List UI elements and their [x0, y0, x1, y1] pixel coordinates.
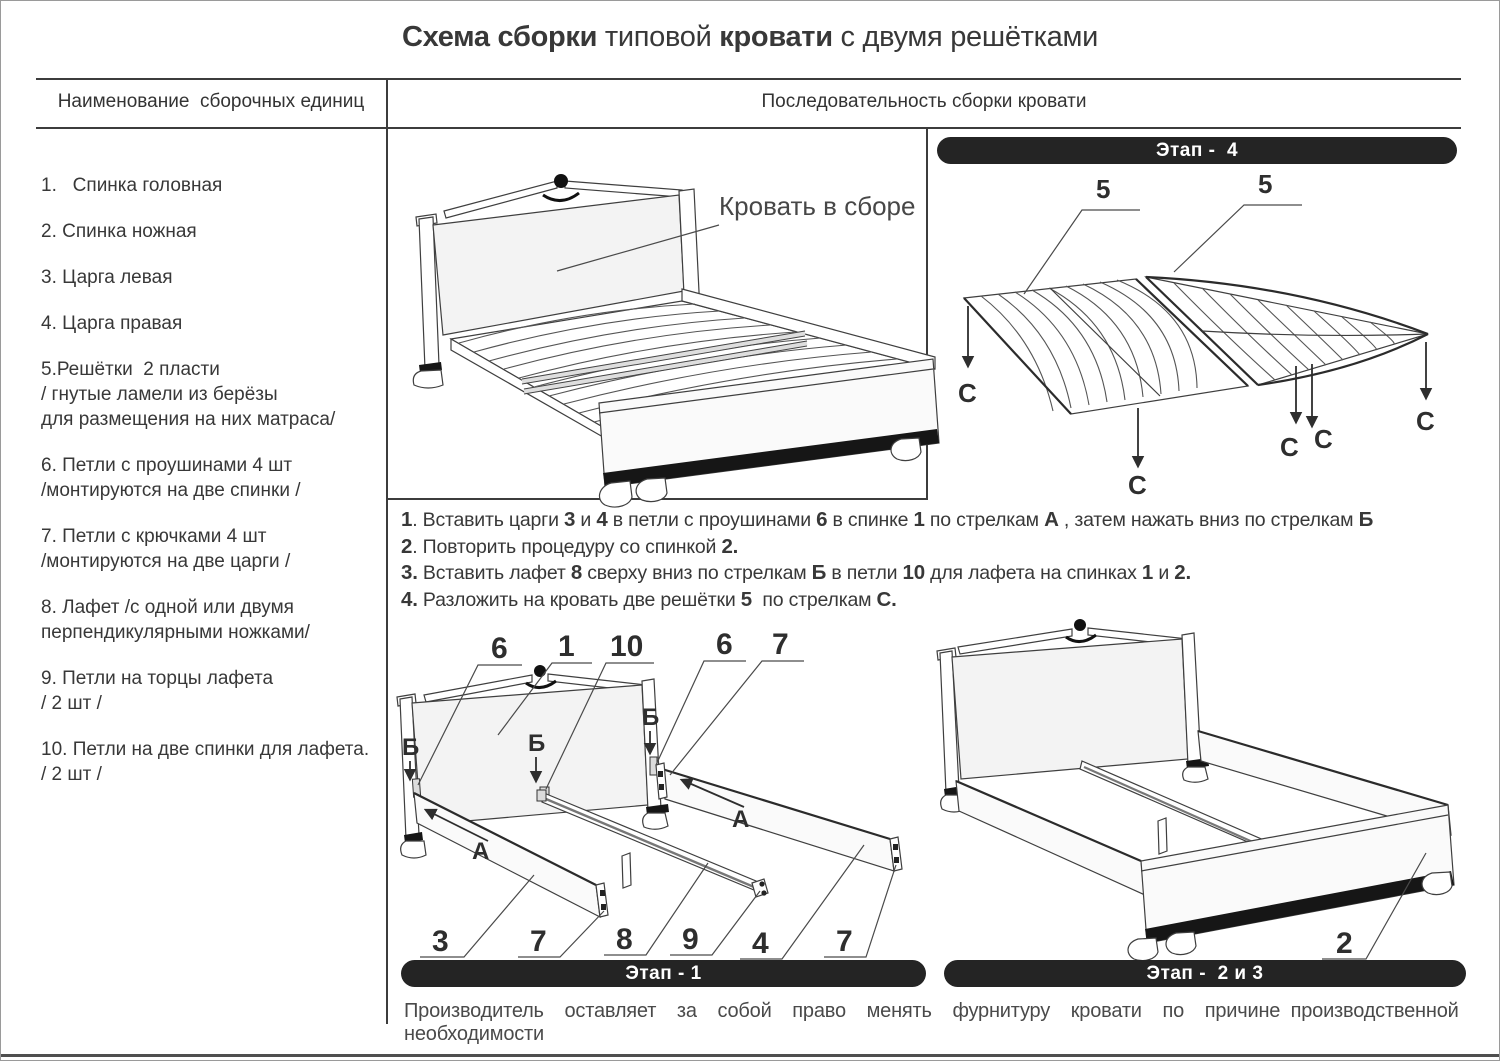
part-line: /монтируются на две царги /	[41, 551, 291, 572]
instruction-line	[401, 587, 1469, 614]
emphasis-run: С.	[876, 587, 897, 611]
part-line: 10. Петли на две спинки для лафета.	[41, 739, 370, 760]
part-line: 2. Спинка ножная	[41, 221, 197, 242]
part-number-label: 1	[558, 630, 575, 663]
hook-icon	[658, 771, 663, 777]
text-run: с двумя решётками	[832, 21, 1099, 53]
part-number-label: 9	[682, 923, 699, 956]
text-run: Разложить на кровать две решётки	[417, 588, 741, 611]
part-item	[41, 453, 381, 503]
emphasis-run: Б	[811, 561, 827, 584]
part-number-label: 7	[530, 925, 547, 958]
part-line: / 2 шт /	[41, 764, 102, 785]
text-run: . Вставить царги	[412, 509, 564, 531]
part-line: /монтируются на две спинки /	[41, 480, 301, 501]
emphasis-run: 3.	[401, 561, 418, 584]
pediment-ornament-icon	[554, 174, 568, 188]
part-item	[41, 357, 381, 432]
instruction-line	[401, 560, 1469, 587]
part-item	[41, 311, 381, 336]
text-run: типовой	[597, 21, 720, 53]
table-top-rule	[36, 78, 1461, 80]
slat-bases-drawing	[936, 166, 1494, 500]
emphasis-run: 5	[740, 587, 752, 611]
hook-icon	[894, 857, 899, 863]
bed-foot	[401, 841, 426, 858]
arrow-b-label: Б	[402, 734, 420, 761]
part-line: / гнутые ламели из берёзы	[41, 384, 278, 405]
bed-foot	[1128, 938, 1158, 961]
emphasis-run: 4	[596, 508, 608, 531]
part-line: для размещения на них матраса/	[41, 409, 336, 430]
assembly-instructions	[401, 507, 1469, 613]
page-title	[1, 21, 1499, 54]
text-run: и	[1153, 562, 1175, 584]
emphasis-run: 2.	[1174, 561, 1191, 584]
part-line: 8. Лафет /с одной или двумя	[41, 597, 294, 618]
bed-foot	[1183, 767, 1208, 782]
exploded-parts-drawing	[396, 613, 931, 958]
instruction-line	[401, 507, 1469, 534]
part-line: / 2 шт /	[41, 693, 102, 714]
part-line: 5.Решётки 2 пласти	[41, 359, 220, 380]
bed-foot	[413, 370, 443, 388]
stage-1-pill: Этап - 1	[401, 960, 926, 987]
hook-icon	[600, 890, 605, 896]
hook-icon	[659, 784, 664, 790]
frame-assembly-drawing	[936, 613, 1494, 963]
arrow-c-label: С	[1128, 470, 1147, 500]
part-number-label: 8	[616, 923, 633, 956]
instruction-line	[401, 534, 1469, 561]
part-line: 3. Царга левая	[41, 267, 173, 288]
part-line: 1. Спинка головная	[41, 175, 223, 196]
part-line: 7. Петли с крючками 4 шт	[41, 526, 267, 547]
text-run: по стрелкам	[924, 509, 1045, 531]
parts-list	[41, 173, 381, 808]
stage-4-pill: Этап - 4	[937, 137, 1457, 164]
part-line: 9. Петли на торцы лафета	[41, 668, 274, 689]
emphasis-run: Схема сборки	[401, 21, 598, 53]
part-item	[41, 265, 381, 290]
assembled-bed-drawing	[389, 131, 924, 496]
emphasis-run: 1	[913, 508, 925, 531]
text-run: Вставить лафет	[417, 562, 571, 584]
text-run: в петли с проушинами	[607, 509, 817, 531]
part-number-label: 2	[1336, 927, 1353, 960]
emphasis-run: 2	[401, 534, 413, 558]
part-number-label: 4	[752, 927, 769, 960]
emphasis-run: 1	[1141, 561, 1154, 584]
text-run: для лафета на спинках	[924, 562, 1142, 584]
parts-column-header: Наименование сборочных единиц	[57, 91, 365, 112]
part-item	[41, 219, 381, 244]
arrow-c-label: С	[958, 378, 977, 408]
bed-foot	[1166, 932, 1196, 955]
text-run: в петли	[826, 562, 903, 584]
arrow-c-label: С	[1314, 424, 1333, 454]
emphasis-run: 1	[401, 508, 413, 531]
bed-foot	[643, 813, 668, 829]
text-run: , затем нажать вниз по стрелкам	[1058, 509, 1359, 531]
arrow-b-label: Б	[642, 704, 660, 731]
emphasis-run: 3	[564, 508, 576, 531]
manufacturer-note: Производитель оставляет за собой право менять фурнитуру кровати по причине производственной необходимости	[404, 1000, 1469, 1045]
arrow-b-label: Б	[528, 730, 546, 757]
emphasis-run: 6	[816, 508, 828, 531]
assembled-bed-label: Кровать в сборе	[719, 191, 916, 221]
arrow-a-label: А	[732, 806, 750, 833]
text-run: . Повторить процедуру со спинкой	[412, 535, 722, 558]
table-header-rule	[36, 127, 1461, 129]
hinge-pin-icon	[759, 881, 764, 886]
part-line: 6. Петли с проушинами 4 шт	[41, 455, 293, 476]
stage-2-3-pill: Этап - 2 и 3	[944, 960, 1466, 987]
part-line: 4. Царга правая	[41, 313, 183, 334]
part-number-label: 7	[836, 925, 853, 958]
arrow-a-label: А	[472, 838, 490, 865]
emphasis-run: кровати	[719, 21, 833, 53]
text-run: сверху вниз по стрелкам	[582, 562, 812, 584]
emphasis-run: Б	[1358, 508, 1374, 531]
pediment-ornament-icon	[1074, 619, 1086, 631]
part-number-label: 5	[1258, 169, 1273, 199]
part-number-label: 10	[610, 630, 644, 663]
emphasis-run: 8	[570, 561, 583, 584]
part-number-label: 6	[491, 632, 508, 665]
text-run: и	[575, 509, 597, 531]
emphasis-run: 2.	[721, 534, 739, 558]
emphasis-run: А	[1044, 508, 1059, 531]
headboard-frame	[937, 619, 1209, 812]
pediment-ornament-icon	[534, 665, 546, 677]
bed-foot	[636, 478, 667, 502]
sequence-column-header: Последовательность сборки кровати	[761, 91, 1087, 112]
bed-foot	[891, 438, 921, 461]
part-item	[41, 595, 381, 645]
part-item	[41, 524, 381, 574]
label-5-left	[1024, 174, 1140, 294]
part-number-label: 3	[432, 925, 449, 958]
hook-icon	[893, 844, 898, 850]
part-number-label: 6	[716, 628, 733, 661]
part-line: перпендикулярными ножками/	[41, 622, 310, 643]
text-run: в спинке	[827, 509, 914, 531]
part-number-label: 7	[772, 628, 789, 661]
part-number-label: 5	[1096, 174, 1111, 204]
emphasis-run: 4.	[401, 587, 418, 611]
arrow-c-label: С	[1280, 432, 1299, 462]
label-5-right	[1174, 169, 1302, 272]
bed-foot	[1422, 872, 1452, 895]
page-bottom-rule	[1, 1054, 1499, 1057]
footboard-frame	[1128, 805, 1454, 961]
part-item	[41, 737, 381, 787]
arrow-c-label: С	[1416, 406, 1435, 436]
text-run: по стрелкам	[751, 588, 877, 611]
hook-icon	[601, 904, 606, 910]
part-item	[41, 666, 381, 716]
bottom-part-labels	[420, 845, 896, 960]
column-divider	[386, 78, 388, 1024]
hinge-pin-icon	[761, 890, 766, 895]
emphasis-run: 10	[902, 561, 925, 584]
part-item	[41, 173, 381, 198]
